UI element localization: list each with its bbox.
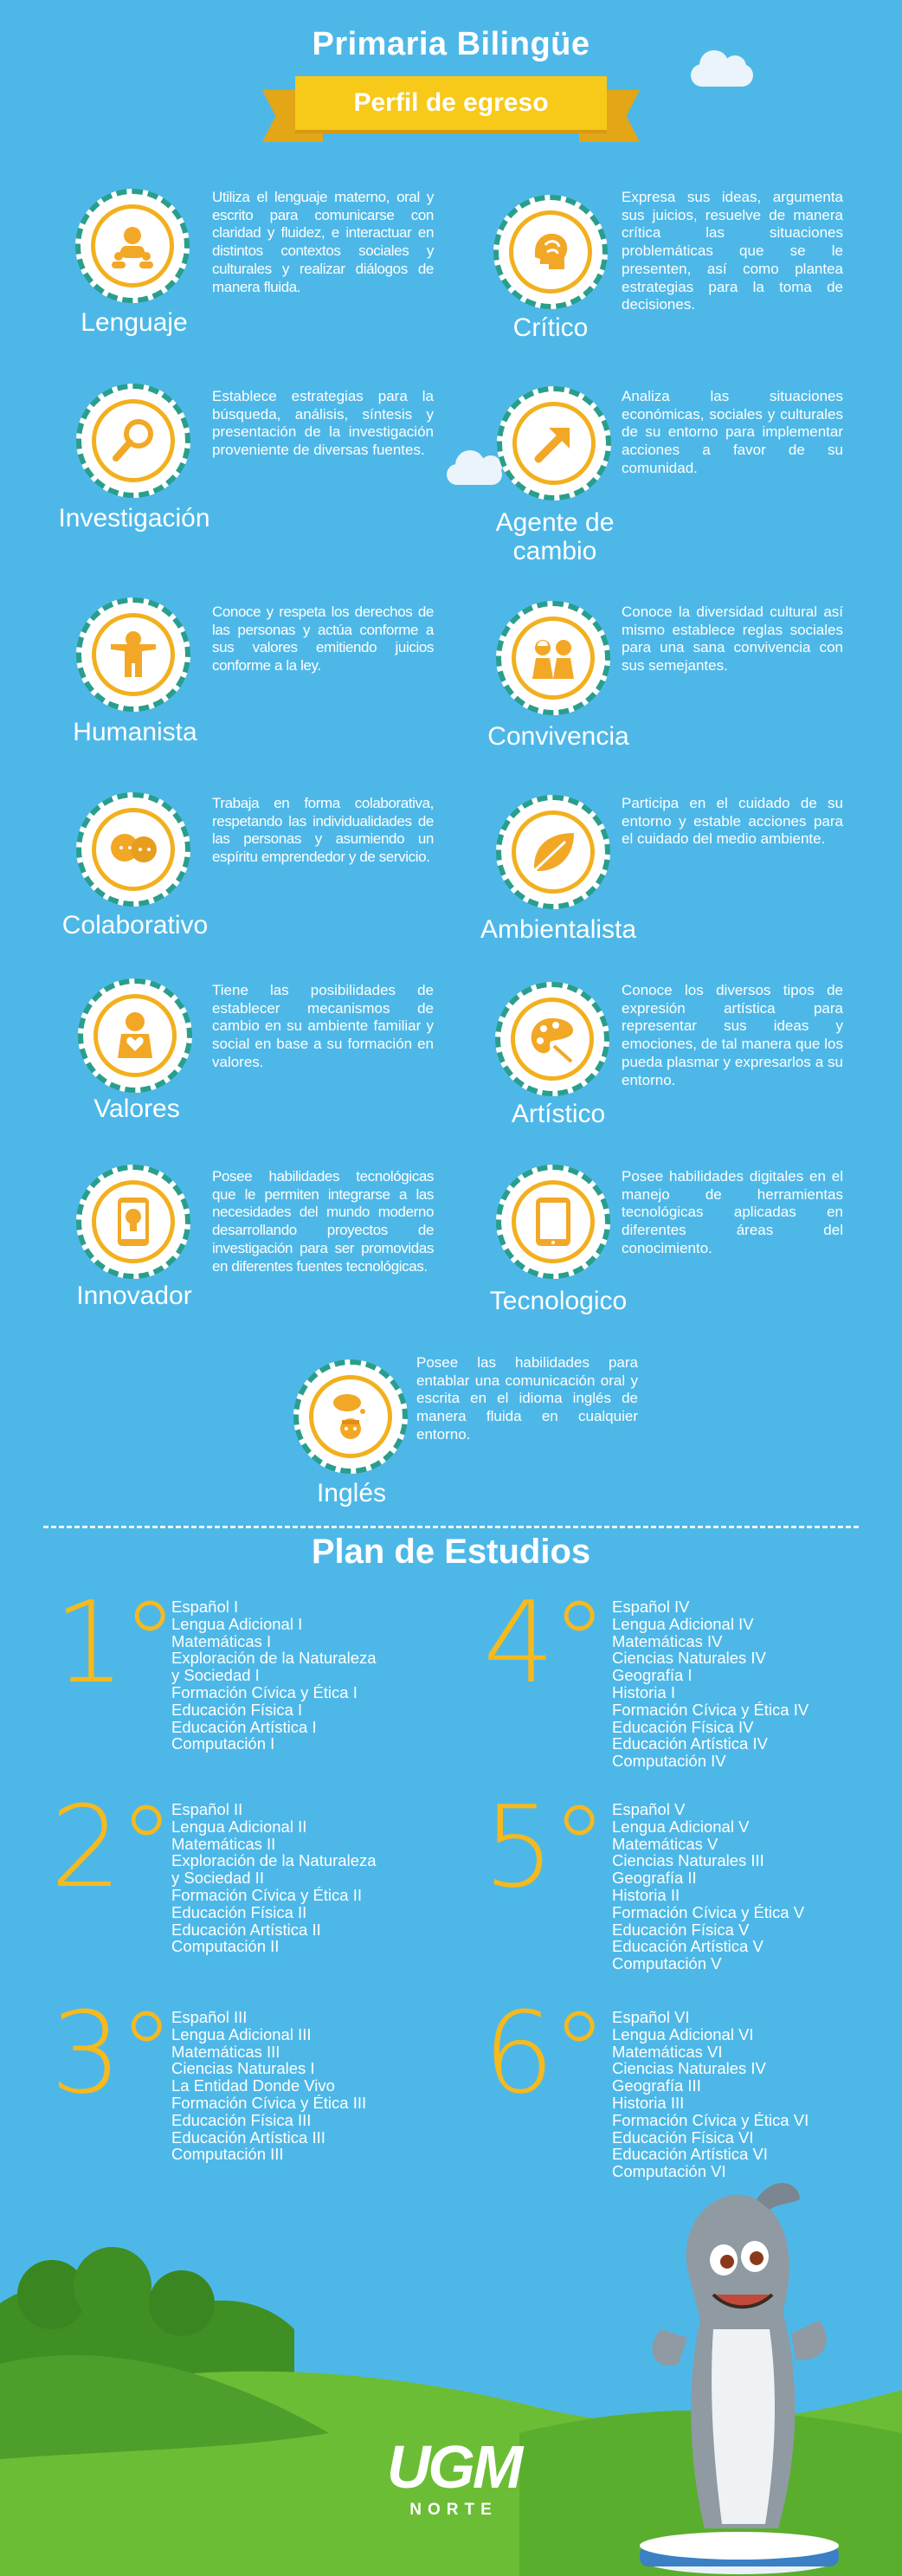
tablet-lightbulb-icon xyxy=(106,1194,161,1249)
humanista-badge xyxy=(76,597,190,712)
subject-item: Formación Cívica y Ética III xyxy=(171,2093,367,2112)
subject-item: Educación Artística II xyxy=(171,1920,321,1939)
subject-item: Matemáticas II xyxy=(171,1834,276,1853)
subject-item: Español III xyxy=(171,2008,248,2026)
subject-item: La Entidad Donde Vivo xyxy=(171,2076,335,2095)
subject-item: Educación Artística III xyxy=(171,2127,325,2147)
profile-description: Posee habilidades digitales en el manejo de herramientas tecnológicas aplicadas en diferentes áreas del conocimiento. xyxy=(622,1168,843,1256)
subject-item: Formación Cívica y Ética IV xyxy=(612,1700,809,1719)
profile-description: Conoce y respeta los derechos de las personas y actúa conforme a sus valores emitiendo juicios conforme a la ley. xyxy=(212,604,434,675)
convivencia-badge xyxy=(496,601,610,715)
profile-label: Colaborativo xyxy=(61,911,209,939)
subject-item: Lengua Adicional V xyxy=(612,1817,750,1836)
subject-item: Historia I xyxy=(612,1682,675,1701)
tablet-icon xyxy=(525,1194,581,1249)
subject-item: Geografía III xyxy=(612,2076,701,2095)
profile-label: Crítico xyxy=(512,313,589,342)
profile-label: Lenguaje xyxy=(81,308,188,337)
investigacion-badge xyxy=(76,384,190,498)
ambientalista-badge xyxy=(496,795,610,909)
subject-item: Español V xyxy=(612,1800,686,1818)
cloud-decoration xyxy=(691,64,753,87)
valores-badge xyxy=(78,978,192,1093)
subject-item: Matemáticas VI xyxy=(612,2042,723,2061)
profile-description: Participa en el cuidado de su entorno y estable acciones para el cuidado del medio ambiente. xyxy=(622,795,843,848)
subject-item: Formación Cívica y Ética II xyxy=(171,1885,363,1904)
subject-item: Español VI xyxy=(612,2008,690,2026)
subject-item: Lengua Adicional II xyxy=(171,1817,307,1836)
profile-label: Humanista xyxy=(73,718,197,746)
subject-list xyxy=(612,2009,809,2180)
subject-item: Educación Física III xyxy=(171,2110,312,2129)
thinking-child-icon xyxy=(323,1389,378,1444)
profile-description: Utiliza el lenguaje materno, oral y escrito para comunicarse con claridad y fluidez, e interactuar en distintos contextos sociales y culturales y realizar diálogos de manera fluida. xyxy=(212,189,434,295)
paint-palette-icon xyxy=(525,1011,580,1067)
grade-number: 1° xyxy=(54,1577,175,1708)
plan-title: Plan de Estudios xyxy=(311,1533,591,1571)
ribbon-label: Perfil de egreso xyxy=(295,76,607,130)
subject-item: Ciencias Naturales III xyxy=(612,1851,764,1870)
subject-item: Formación Cívica y Ética VI xyxy=(612,2110,809,2129)
profile-description: Posee las habilidades para entablar una comunicación oral y escrita en el idioma inglés de manera fluida en cualquier entorno. xyxy=(416,1354,638,1443)
subject-item: Computación V xyxy=(612,1954,722,1973)
subject-item: Computación III xyxy=(171,2145,284,2164)
profile-description: Conoce los diversos tipos de expresión artística para representar sus ideas y emociones, de tal manera que los pueda plasmar y expresarlos a su entorno. xyxy=(622,982,843,1088)
subject-item: Matemáticas I xyxy=(171,1631,272,1650)
subject-item: Educación Física V xyxy=(612,1920,750,1939)
section-divider xyxy=(43,1526,859,1528)
leaf-icon xyxy=(525,824,581,880)
subject-item: Ciencias Naturales IV xyxy=(612,2059,766,2078)
profile-description: Expresa sus ideas, argumenta sus juicios, resuelve de manera crítica las situaciones problemáticas que se le presenten, así como plantea estrategias para la toma de decisiones. xyxy=(622,189,843,313)
subject-item: Matemáticas III xyxy=(171,2042,280,2061)
subject-item: Español I xyxy=(171,1598,239,1616)
subject-item: Educación Física II xyxy=(171,1902,307,1921)
profile-label: Agente de cambio xyxy=(495,508,615,565)
page-title: Primaria Bilingüe xyxy=(312,26,590,62)
subject-item: Educación Física I xyxy=(171,1700,303,1719)
subject-item: Exploración de la Naturaleza xyxy=(171,1851,377,1870)
subject-list xyxy=(171,2009,366,2163)
critico-badge xyxy=(493,195,608,309)
subject-item: Educación Artística IV xyxy=(612,1734,768,1753)
innovador-badge xyxy=(76,1165,190,1279)
subject-item: Computación VI xyxy=(612,2162,726,2181)
profile-description: Tiene las posibilidades de establecer mecanismos de cambio en su ambiente familiar y social en base a su formación en valores. xyxy=(212,982,434,1070)
ugm-logo xyxy=(367,2433,540,2520)
subject-item: Computación IV xyxy=(612,1752,726,1771)
grade-number: 2° xyxy=(50,1781,171,1913)
subject-item: Computación II xyxy=(171,1937,280,1956)
subject-item: Matemáticas V xyxy=(612,1834,718,1853)
subject-item: Educación Artística VI xyxy=(612,2145,768,2164)
profile-label: Innovador xyxy=(76,1282,192,1310)
profile-label: Artístico xyxy=(511,1100,606,1128)
subject-item: Español IV xyxy=(612,1598,690,1616)
subject-item: Geografía II xyxy=(612,1869,697,1888)
subject-item: Computación I xyxy=(171,1734,275,1753)
grade-number: 6° xyxy=(483,1987,604,2119)
subject-item: y Sociedad II xyxy=(171,1869,264,1888)
tecnologico-badge xyxy=(496,1165,610,1279)
subject-item: Formación Cívica y Ética V xyxy=(612,1902,805,1921)
brain-head-icon xyxy=(523,224,578,280)
subject-item: y Sociedad I xyxy=(171,1666,260,1685)
grade-number: 5° xyxy=(483,1781,604,1913)
grade-number: 3° xyxy=(50,1987,171,2119)
dolphin-mascot xyxy=(627,2165,852,2576)
artistico-badge xyxy=(495,982,609,1096)
ingles-badge xyxy=(293,1359,408,1474)
magnifier-icon xyxy=(106,413,161,468)
profile-label: Investigación xyxy=(58,504,210,533)
ribbon-banner xyxy=(295,76,607,142)
two-children-icon xyxy=(525,630,581,686)
logo-wordmark: UGM xyxy=(386,2433,521,2501)
arrow-up-right-icon xyxy=(526,416,582,471)
subject-list xyxy=(612,1801,804,1972)
subject-item: Educación Artística I xyxy=(171,1717,317,1736)
subject-item: Exploración de la Naturaleza xyxy=(171,1649,377,1668)
subject-item: Lengua Adicional VI xyxy=(612,2024,754,2043)
subject-item: Educación Física IV xyxy=(612,1717,754,1736)
profile-description: Trabaja en forma colaborativa, respetando las individualidades de las personas y asumiendo un espíritu emprendedor y de servicio. xyxy=(212,795,434,866)
lenguaje-badge xyxy=(75,189,190,303)
subject-item: Ciencias Naturales IV xyxy=(612,1649,766,1668)
profile-label: Inglés xyxy=(316,1479,387,1508)
subject-item: Formación Cívica y Ética I xyxy=(171,1682,358,1701)
subject-item: Educación Física VI xyxy=(612,2127,754,2147)
profile-description: Establece estrategias para la búsqueda, análisis, síntesis y presentación de la investigación proveniente de diversas fuentes. xyxy=(212,388,434,459)
profile-description: Conoce la diversidad cultural así mismo establece reglas sociales para una sana convivencia con sus semejantes. xyxy=(622,604,843,675)
people-group-icon xyxy=(105,218,160,274)
subject-item: Historia II xyxy=(612,1885,680,1904)
profile-label: Valores xyxy=(93,1094,180,1123)
agente-de-cambio-badge xyxy=(497,386,611,500)
subject-item: Educación Artística V xyxy=(612,1937,763,1956)
subject-list xyxy=(171,1598,377,1753)
grade-number: 4° xyxy=(483,1577,604,1708)
profile-description: Posee habilidades tecnológicas que le permiten integrarse a las necesidades del mundo moderno desarrollando proyectos de investigación para ser promovidas en diferentes fuentes tecnológicas. xyxy=(212,1168,434,1275)
subject-item: Lengua Adicional IV xyxy=(612,1614,754,1633)
subject-item: Geografía I xyxy=(612,1666,693,1685)
person-heart-icon xyxy=(107,1008,163,1063)
subject-item: Matemáticas IV xyxy=(612,1631,723,1650)
subject-item: Historia III xyxy=(612,2093,685,2112)
two-faces-icon xyxy=(106,822,161,877)
subject-item: Ciencias Naturales I xyxy=(171,2059,315,2078)
logo-campus: NORTE xyxy=(409,2501,498,2519)
subject-list xyxy=(171,1801,377,1955)
subject-item: Lengua Adicional III xyxy=(171,2024,312,2043)
colaborativo-badge xyxy=(76,792,190,907)
profile-label: Convivencia xyxy=(487,722,629,751)
subject-item: Español II xyxy=(171,1800,243,1818)
person-arms-open-icon xyxy=(106,627,161,682)
profile-description: Analiza las situaciones económicas, sociales y culturales de su entorno para implementar acciones a favor de su comunidad. xyxy=(622,388,843,476)
subject-list xyxy=(612,1598,809,1770)
cloud-decoration xyxy=(447,464,502,485)
profile-label: Tecnologico xyxy=(489,1287,628,1315)
subject-item: Lengua Adicional I xyxy=(171,1614,303,1633)
profile-label: Ambientalista xyxy=(480,915,637,944)
